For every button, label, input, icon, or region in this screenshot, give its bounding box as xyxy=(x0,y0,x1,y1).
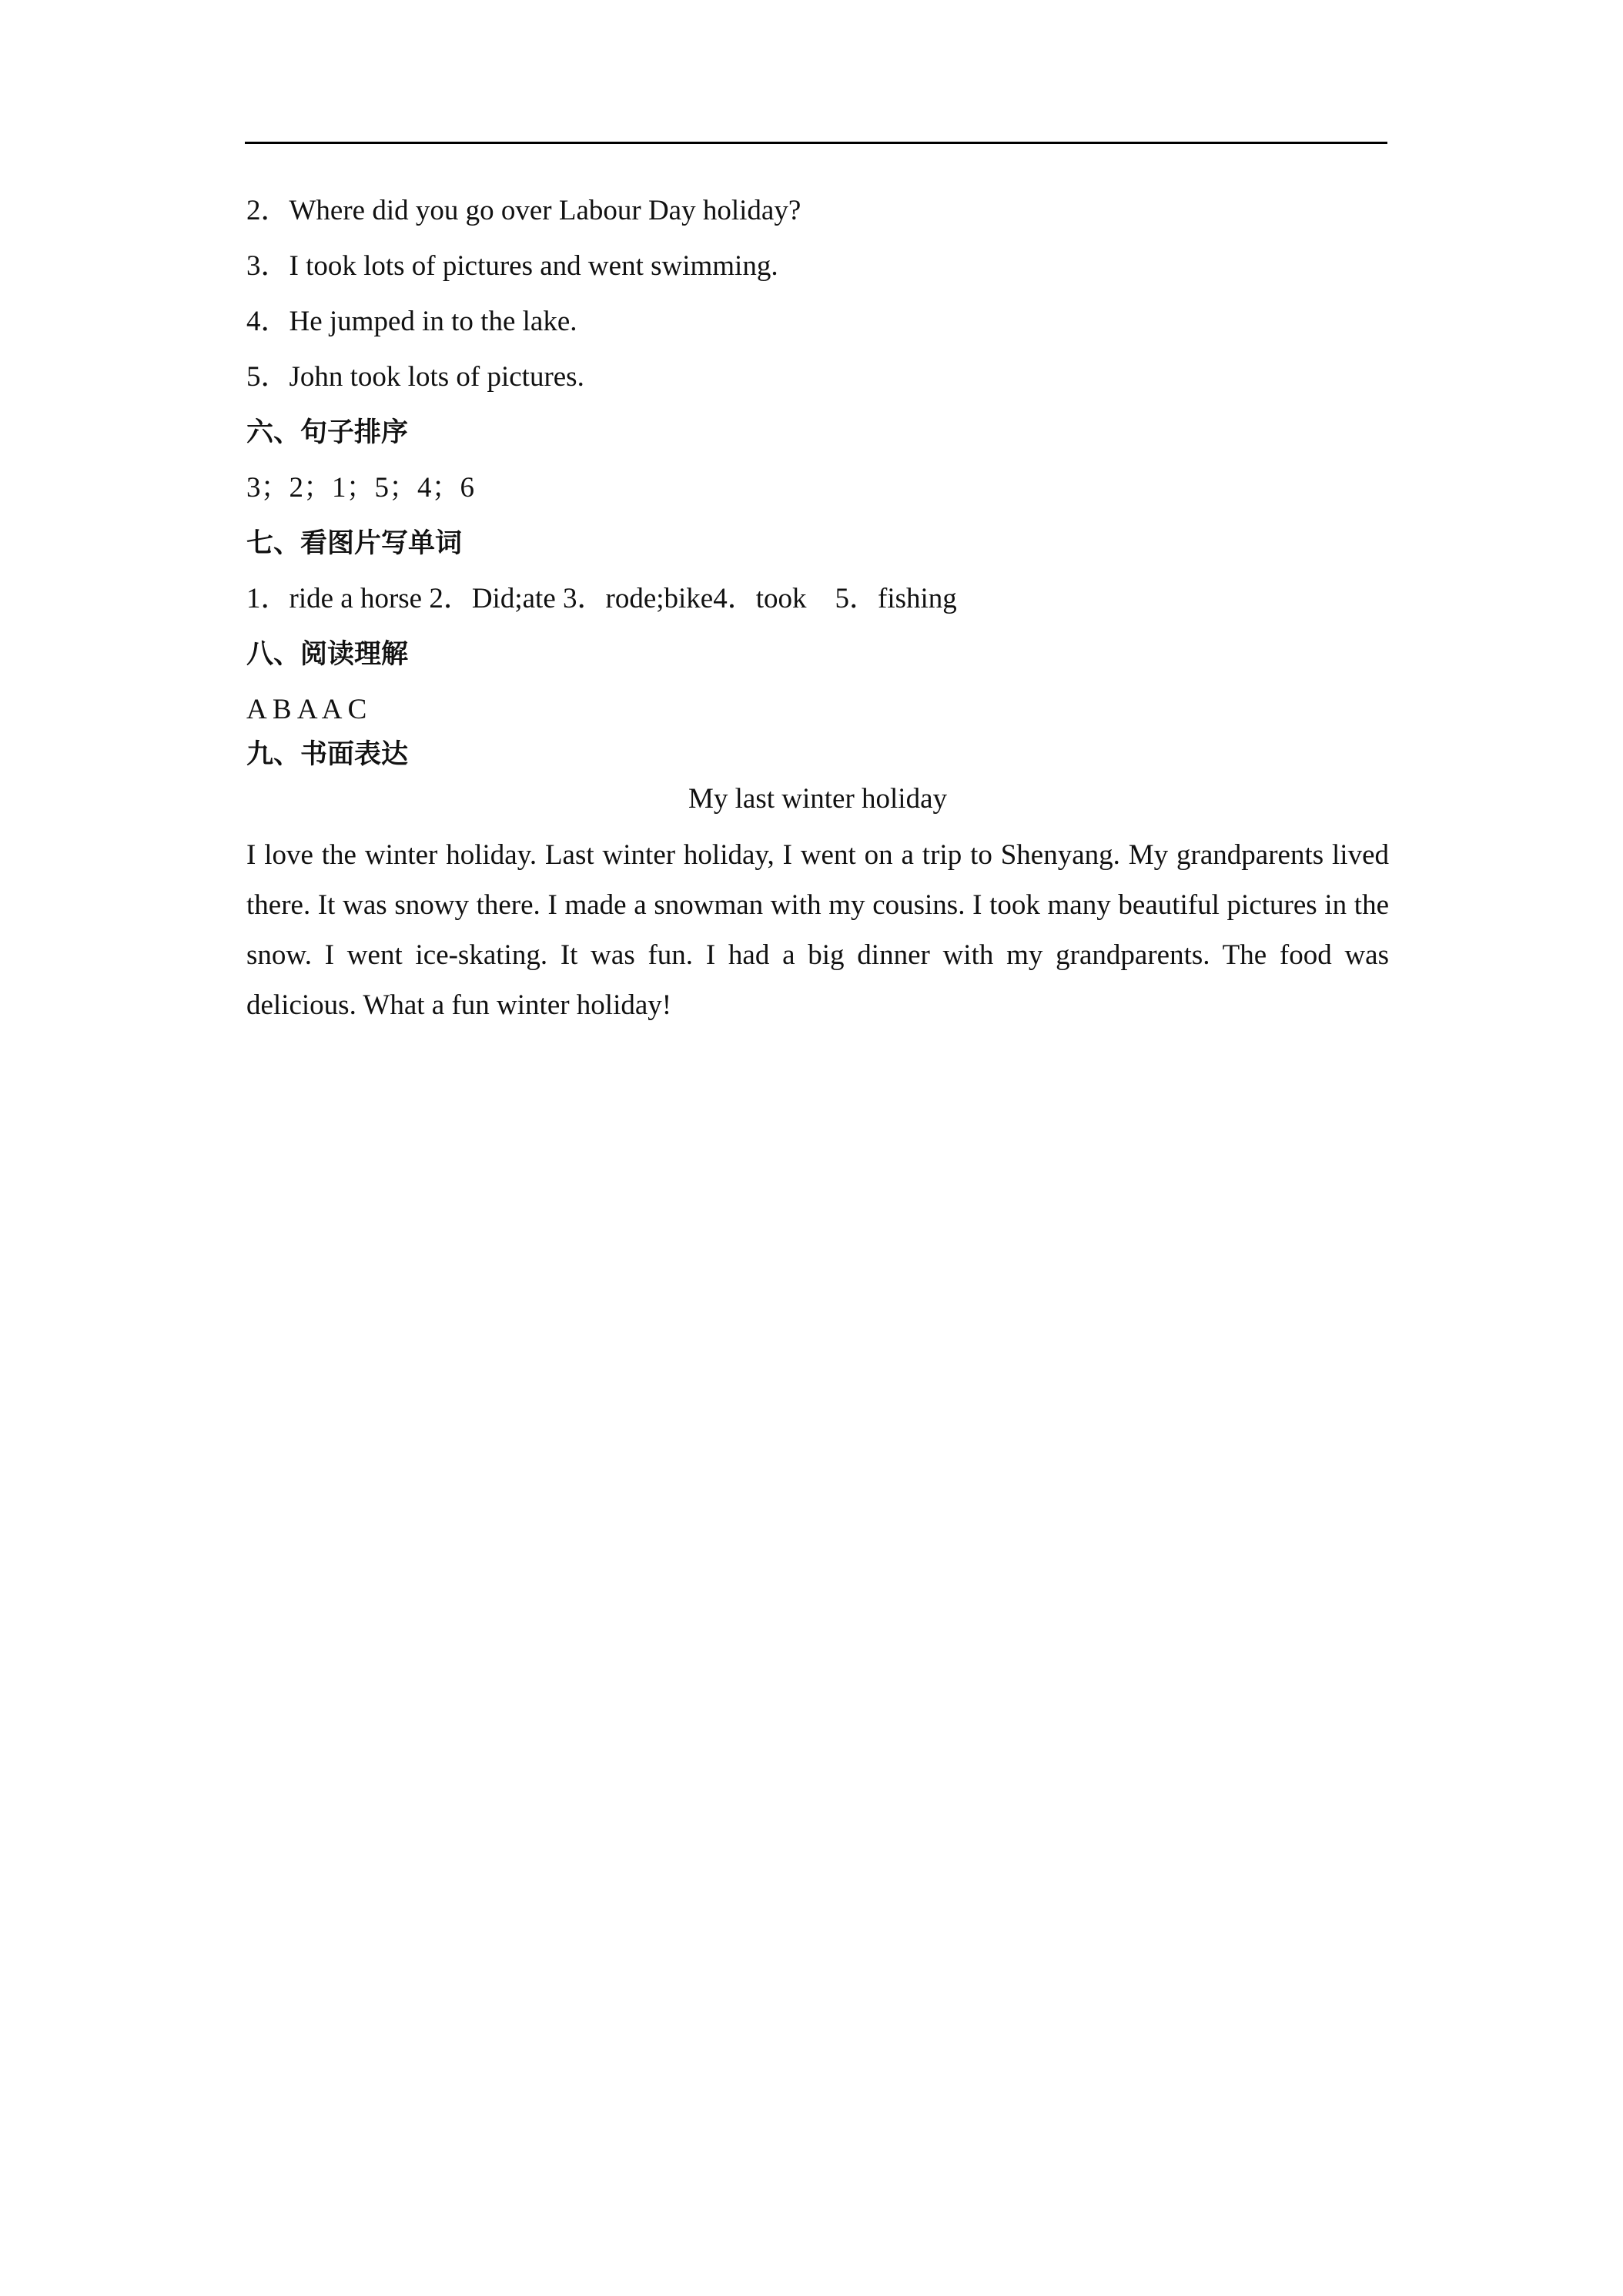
section-8-answer: A B A A C xyxy=(246,694,367,725)
section-7-answer: 1．ride a horse 2．Did;ate 3．rode;bike4．took 5．fishing xyxy=(246,583,957,614)
answer-5-3: 3．I took lots of pictures and went swimming. xyxy=(246,250,778,282)
answer-5-4: 4．He jumped in to the lake. xyxy=(246,306,577,337)
section-8-heading: 八、阅读理解 xyxy=(246,639,409,670)
section-9-heading: 九、书面表达 xyxy=(246,739,409,770)
answer-5-2: 2．Where did you go over Labour Day holiday? xyxy=(246,195,801,226)
answer-5-5: 5．John took lots of pictures. xyxy=(246,361,584,393)
answer-content xyxy=(246,192,1389,1030)
section-6-heading: 六、句子排序 xyxy=(246,417,409,448)
essay-title: My last winter holiday xyxy=(688,783,948,815)
header-rule xyxy=(245,142,1387,144)
section-7-heading: 七、看图片写单词 xyxy=(246,528,463,559)
essay-body: I love the winter holiday. Last winter holiday, I went on a trip to Shenyang. My grandparents lived there. It was snowy there. I made a snowman with my cousins. I took many beautiful pictures in the snow. I went ice-skating. It was fun. I had a big dinner with my grandparents. The food was delicious. What a fun winter holiday! xyxy=(246,839,1389,1021)
section-6-answer: 3；2；1；5；4；6 xyxy=(246,472,474,504)
